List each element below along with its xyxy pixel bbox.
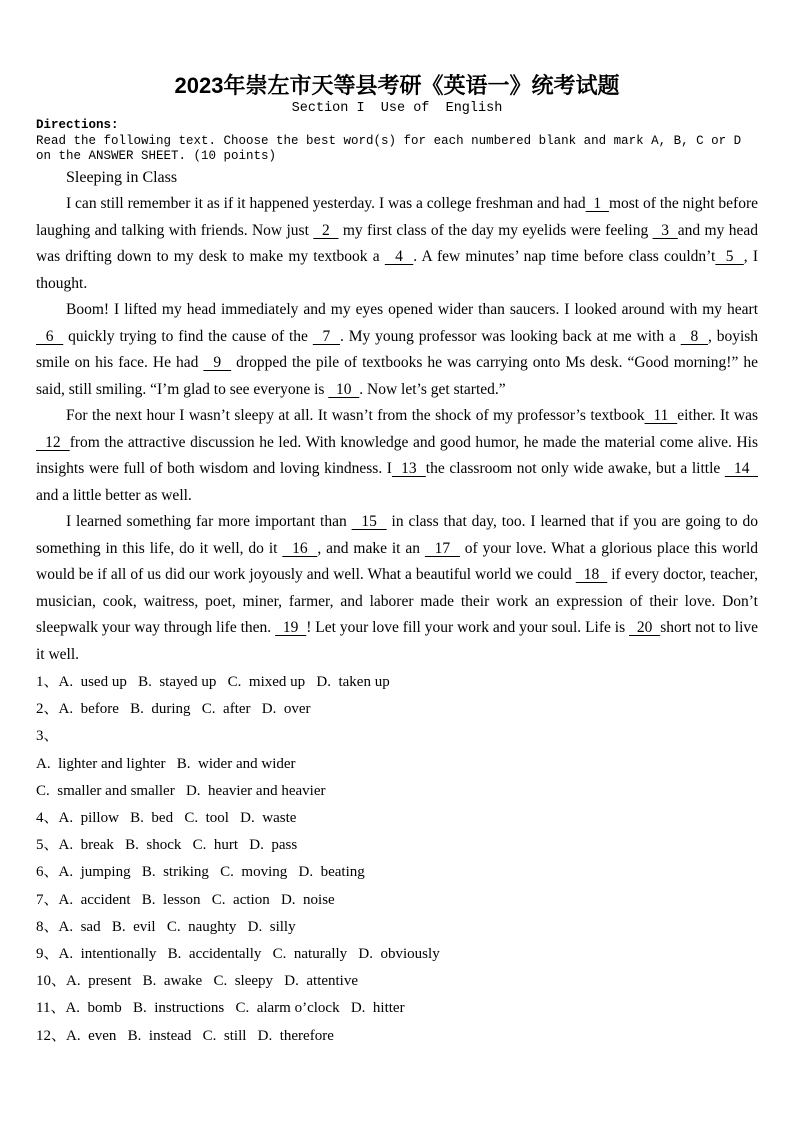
numbered-blank-5: 5 <box>715 248 744 265</box>
numbered-blank-15: 15 <box>351 513 387 530</box>
question-line-2: 2、A. before B. during C. after D. over <box>36 701 311 718</box>
numbered-blank-7: 7 <box>312 327 341 345</box>
question-line-10: 10、A. present B. awake C. sleepy D. attentive <box>36 973 359 990</box>
numbered-blank-2: 2 <box>313 221 339 239</box>
numbered-blank-13: 13 <box>391 460 426 477</box>
passage-paragraph-2: Boom! I lifted my head immediately and my eyes opened wider than saucers. I looked around with my heart 6 quickly trying to find the cause of the 7 . My young professor was looking back at me with a 8 , boyish smile on his face. He had 9 dropped the pile of textbooks he was carrying onto Ms desk. “Good morning!” he said, still smiling. “I’m glad to see everyone is 10 . Now let’s get started.” <box>36 301 759 398</box>
question-line-11: 11、A. bomb B. instructions C. alarm o’clock D. hitter <box>36 1000 405 1017</box>
page-title: 2023年崇左市天等县考研《英语一》统考试题 <box>174 73 620 98</box>
passage-heading: Sleeping in Class <box>66 168 178 186</box>
directions-block <box>36 118 758 165</box>
question-line-5: 5、A. break B. shock C. hurt D. pass <box>36 837 298 854</box>
passage-paragraph-4: I learned something far more important than 15 in class that day, too. I learned that if you are going to do something in this life, do it well, do it 16 , and make it an 17 of your love. What a glorious place this world would be if all of us did our work joyously and well. What a beautiful world we could 18 if every doctor, teacher, musician, cook, waitress, poet, miner, farmer, and laborer made their work an expression of their love. Don’t sleepwalk your way through life then. 19 ! Let your love fill your work and your soul. Life is 20 short not to live it well. <box>36 513 759 663</box>
numbered-blank-3: 3 <box>652 221 678 239</box>
question-list <box>36 669 758 1050</box>
numbered-blank-9: 9 <box>203 354 232 371</box>
numbered-blank-12: 12 <box>36 433 70 451</box>
question-line-3: 3、 <box>36 728 59 745</box>
numbered-blank-10: 10 <box>328 380 360 398</box>
numbered-blank-11: 11 <box>644 407 678 424</box>
question-line-7: 7、A. accident B. lesson C. action D. noise <box>36 891 335 908</box>
question-line-8: 8、A. sad B. evil C. naughty D. silly <box>36 918 296 935</box>
numbered-blank-8: 8 <box>680 327 708 345</box>
passage-paragraph-3: For the next hour I wasn’t sleepy at all. It wasn’t from the shock of my professor’s textbook 11 either. It was 12 from the attractive discussion he led. With knowledge and good humor, he made the material come alive. His insights were full of both wisdom and loving kindness. I 13 the classroom not only wide awake, but a little 14 and a little better as well. <box>36 407 758 504</box>
numbered-blank-4: 4 <box>384 248 414 265</box>
question-line-4: 4、A. pillow B. bed C. tool D. waste <box>36 810 297 827</box>
numbered-blank-1: 1 <box>585 195 609 212</box>
numbered-blank-19: 19 <box>275 619 307 636</box>
numbered-blank-18: 18 <box>575 566 608 583</box>
section-heading: Section I Use of English <box>291 101 503 116</box>
numbered-blank-6: 6 <box>36 327 64 345</box>
question-line-6: 6、A. jumping B. striking C. moving D. beating <box>36 864 365 881</box>
passage-paragraph-1: I can still remember it as if it happened yesterday. I was a college freshman and had 1 most of the night before laughing and talking with friends. Now just 2 my first class of the day my eyelids were feeling 3 and my head was drifting down to my desk to make my textbook a 4 . A few minutes’ nap time before class couldn’t 5 , I thought. <box>36 195 759 292</box>
numbered-blank-17: 17 <box>424 539 460 557</box>
question-line-1: 1、A. used up B. stayed up C. mixed up D. taken up <box>36 674 390 690</box>
question-line-3-options-cd: C. smaller and smaller D. heavier and heavier <box>36 782 326 799</box>
numbered-blank-20: 20 <box>629 619 661 636</box>
numbered-blank-14: 14 <box>724 460 758 477</box>
numbered-blank-16: 16 <box>282 539 318 557</box>
directions-text: Read the following text. Choose the best word(s) for each numbered blank and mark A, B, C or D on the ANSWER SHEET. (10 points) <box>36 133 742 163</box>
question-line-3-options-ab: A. lighter and lighter B. wider and wider <box>36 755 296 772</box>
question-line-9: 9、A. intentionally B. accidentally C. naturally D. obviously <box>36 946 440 963</box>
question-line-12: 12、A. even B. instead C. still D. therefore <box>36 1027 334 1044</box>
directions-label: Directions: <box>36 118 119 132</box>
passage <box>36 165 758 669</box>
